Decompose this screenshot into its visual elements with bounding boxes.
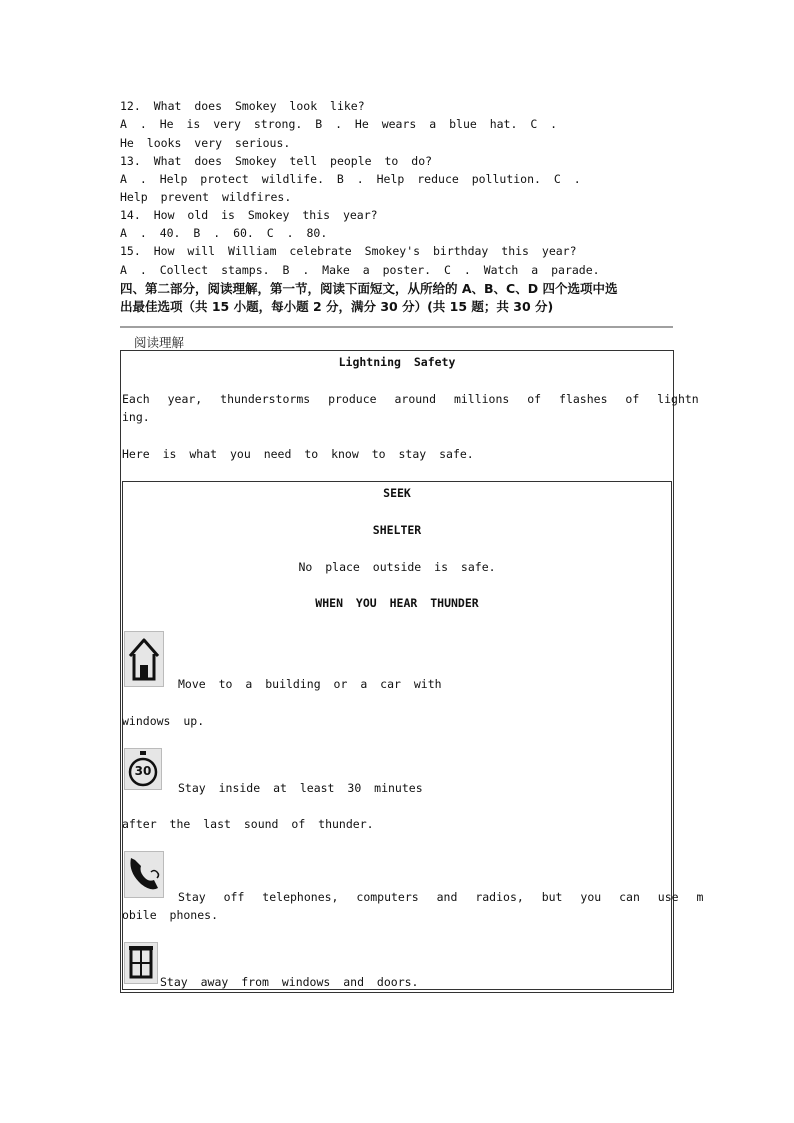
question-12-options-cont: He looks very serious.	[120, 136, 291, 150]
question-number: 12.	[120, 99, 141, 113]
when-hear-heading: WHEN YOU HEAR THUNDER	[315, 596, 479, 610]
question-12-options: A . He is very strong. B . He wears a blue hat. C .	[120, 117, 558, 131]
question-13-options-cont: Help prevent wildfires.	[120, 190, 292, 204]
no-place-text: No place outside is safe.	[298, 560, 496, 574]
tip-window-line1: Stay away from windows and doors.	[160, 975, 419, 989]
house-icon	[124, 631, 164, 687]
section-divider	[120, 326, 673, 328]
tip-phone-line1: Stay off telephones, computers and radios, but you can use m	[178, 890, 704, 904]
article-intro-line1: Each year, thunderstorms produce around millions of flashes of lightn	[122, 392, 699, 406]
question-13	[120, 154, 432, 168]
question-14-options: A . 40. B . 60. C . 80.	[120, 226, 328, 240]
timer-30-icon	[124, 748, 162, 790]
question-15-options: A . Collect stamps. B . Make a poster. C . Watch a parade.	[120, 263, 600, 277]
telephone-icon	[124, 851, 164, 898]
tip-house-line1: Move to a building or a car with	[178, 677, 442, 691]
seek-heading: SEEK	[383, 486, 411, 500]
shelter-heading: SHELTER	[372, 523, 422, 537]
part4-instruction-line1: 四、第二部分，阅读理解，第一节，阅读下面短文，从所给的 A、B、C、D 四个选项中选	[120, 281, 618, 296]
tip-timer-line2: after the last sound of thunder.	[122, 817, 374, 831]
question-number: 15.	[120, 244, 141, 258]
part4-instruction-line2: 出最佳选项（共 15 小题，每小题 2 分，满分 30 分）(共 15 题；共 30 分)	[120, 299, 554, 314]
tip-phone-line2: obile phones.	[122, 908, 219, 922]
window-icon	[124, 942, 158, 984]
tip-house-line2: windows up.	[122, 714, 205, 728]
question-12	[120, 99, 365, 113]
question-text: How old is Smokey this year?	[153, 208, 378, 222]
question-text: What does Smokey look like?	[153, 99, 365, 113]
question-14	[120, 208, 378, 222]
timer-badge: 30	[134, 764, 152, 778]
article-intro-line3: Here is what you need to know to stay safe.	[122, 447, 474, 461]
question-text: What does Smokey tell people to do?	[153, 154, 433, 168]
question-number: 13.	[120, 154, 141, 168]
question-15	[120, 244, 577, 258]
tip-timer-line1: Stay inside at least 30 minutes	[178, 781, 423, 795]
question-number: 14.	[120, 208, 141, 222]
article-intro-line2: ing.	[122, 410, 150, 424]
question-13-options: A . Help protect wildlife. B . Help reduce pollution. C .	[120, 172, 581, 186]
article-title: Lightning Safety	[338, 355, 456, 369]
section-label: 阅读理解	[134, 335, 185, 350]
question-text: How will William celebrate Smokey's birthday this year?	[153, 244, 577, 258]
